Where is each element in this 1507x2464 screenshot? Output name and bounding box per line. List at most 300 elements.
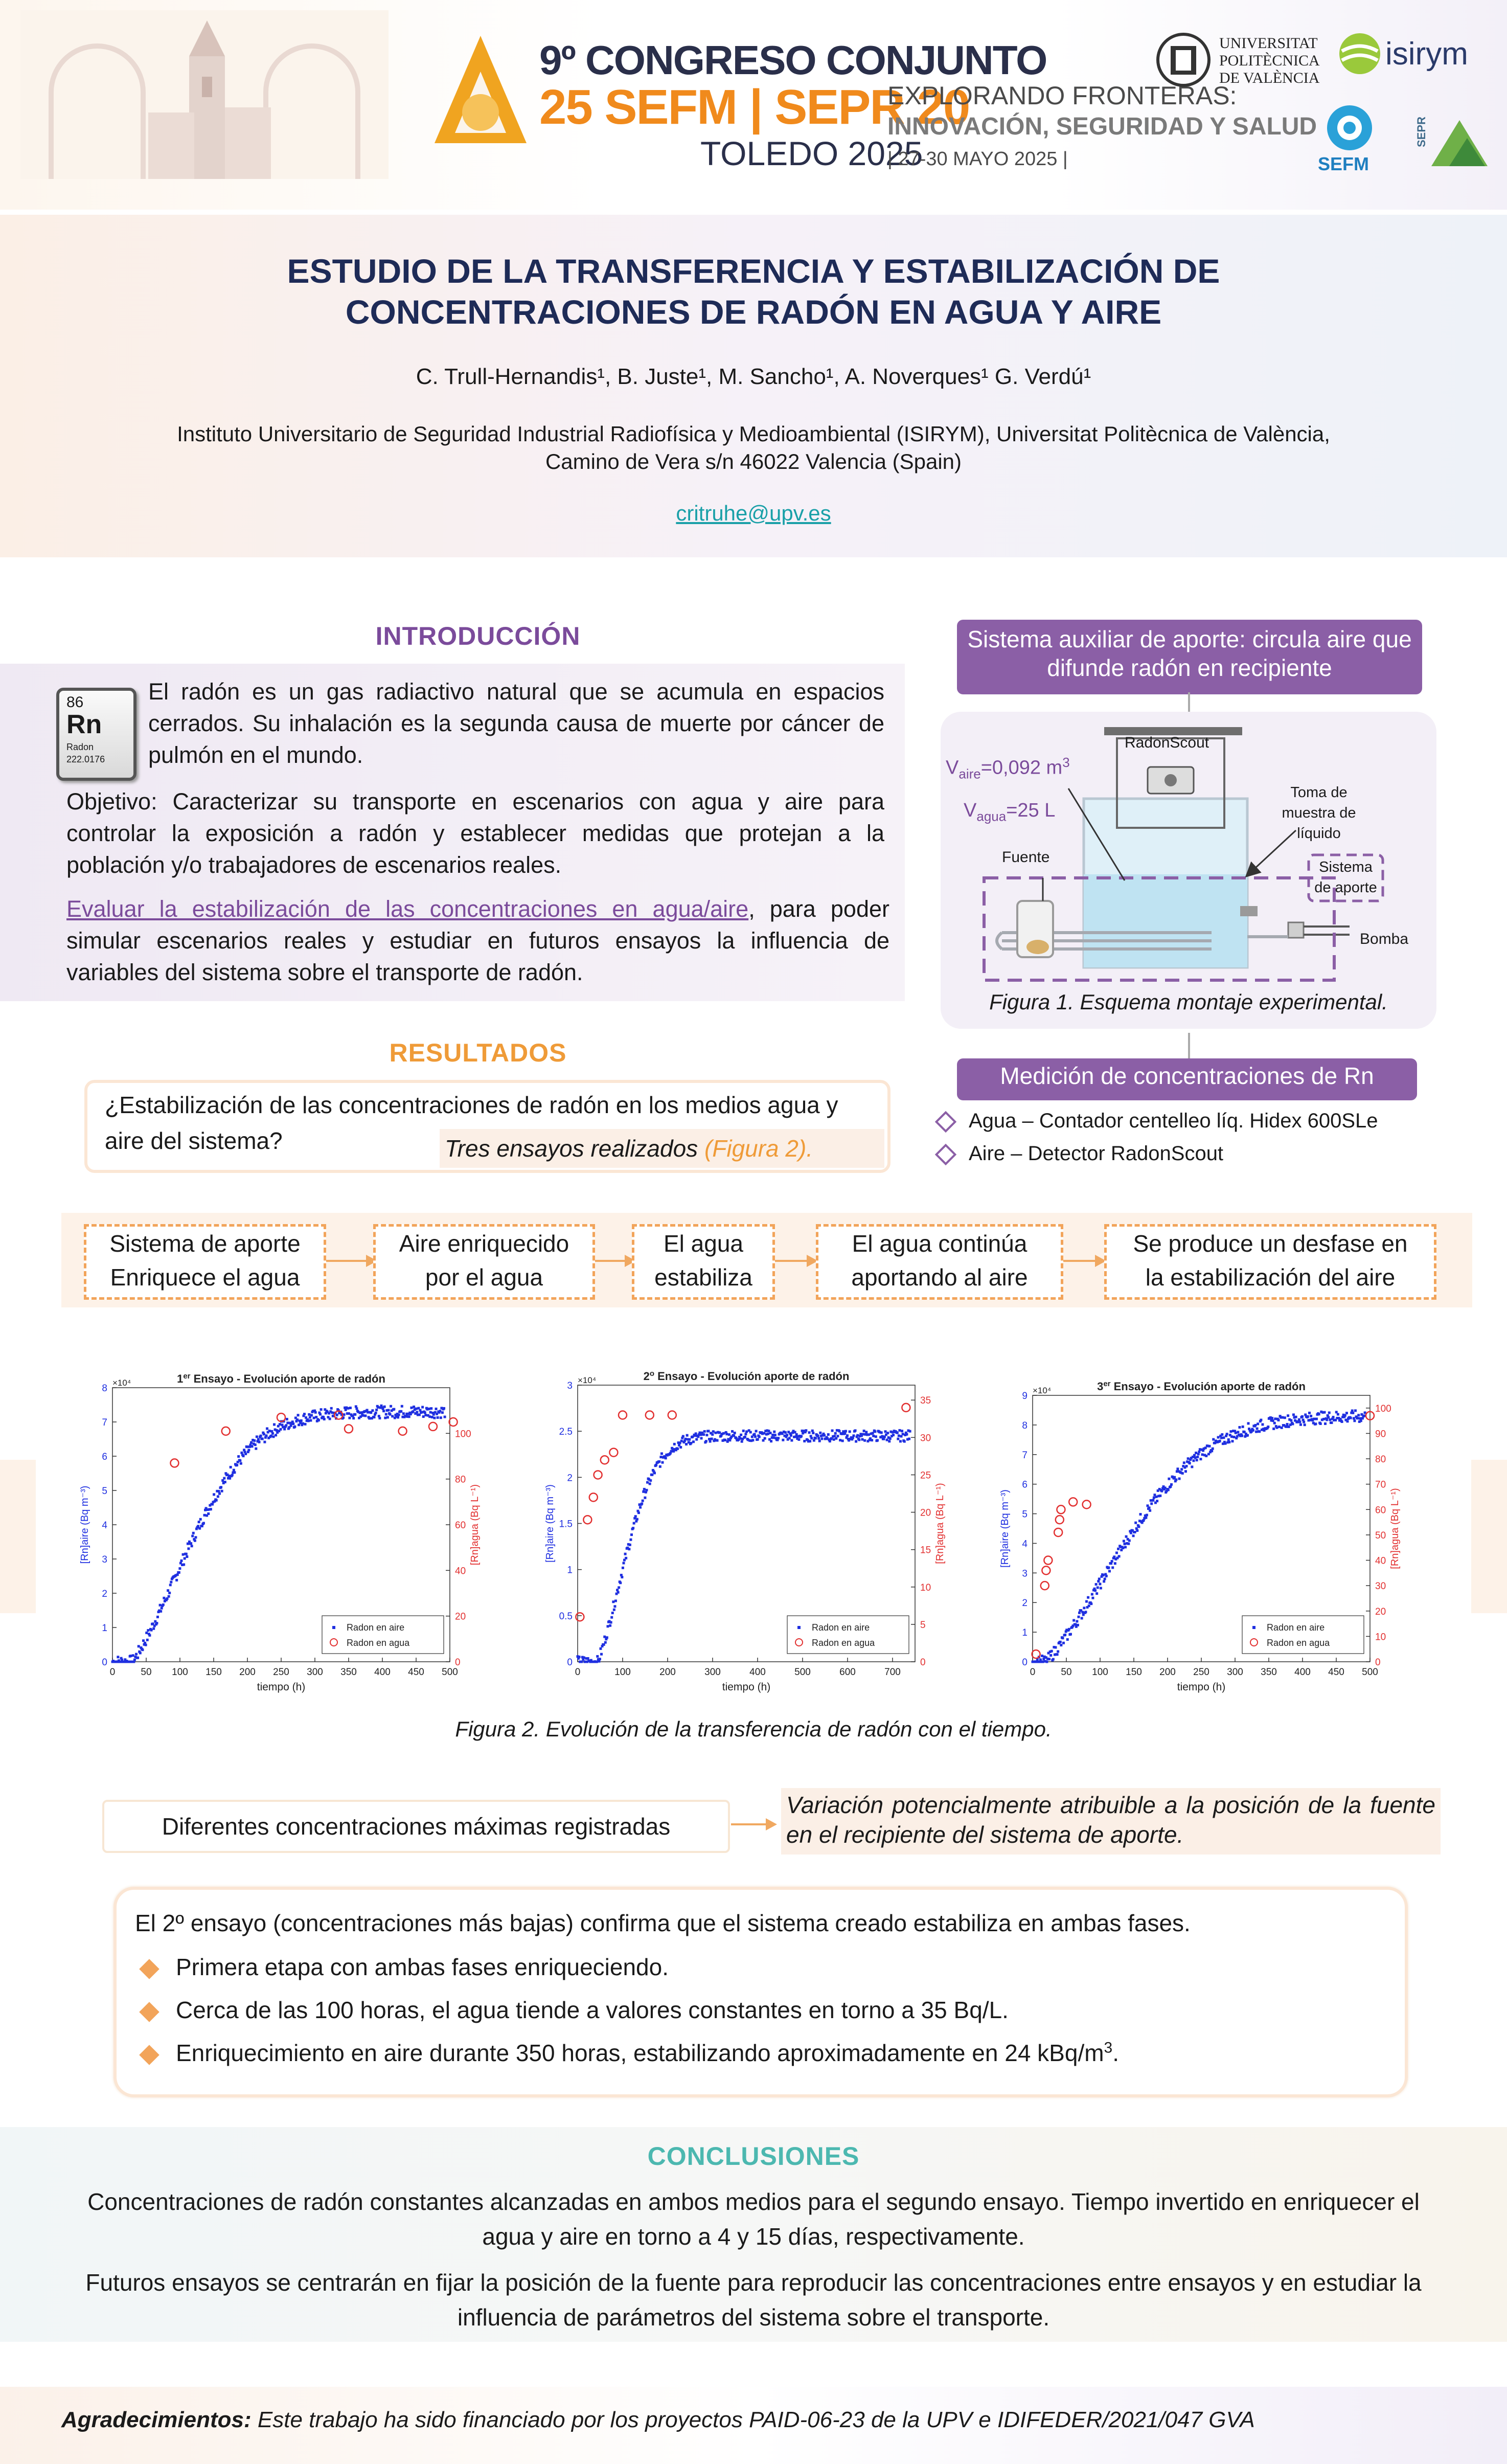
air-data-point <box>1329 1418 1331 1421</box>
air-data-point <box>1212 1448 1214 1450</box>
air-data-point <box>178 1567 181 1570</box>
air-data-point <box>382 1410 385 1412</box>
flow-arrow-icon <box>775 1260 816 1262</box>
air-data-point <box>1115 1551 1118 1554</box>
air-data-point <box>841 1439 844 1442</box>
air-data-point <box>233 1471 236 1474</box>
air-data-point <box>769 1432 772 1434</box>
air-data-point <box>1111 1566 1114 1569</box>
air-data-point <box>297 1414 300 1416</box>
air-data-point <box>817 1437 820 1440</box>
air-data-point <box>1117 1548 1120 1550</box>
air-data-point <box>1295 1416 1297 1418</box>
y-left-tick-label: 5 <box>1022 1509 1028 1520</box>
x-tick-label: 0 <box>1030 1667 1036 1678</box>
sepr-logo-icon <box>1421 112 1488 169</box>
air-data-point <box>1327 1416 1330 1419</box>
air-data-point <box>867 1433 870 1436</box>
exponent-label: ×10⁴ <box>578 1375 597 1385</box>
air-data-point <box>1278 1426 1281 1428</box>
air-data-point <box>133 1659 136 1661</box>
air-data-point <box>320 1408 323 1411</box>
air-data-point <box>315 1416 317 1418</box>
air-data-point <box>896 1432 899 1434</box>
air-data-point <box>203 1514 206 1517</box>
air-data-point <box>827 1433 830 1436</box>
upv-logo-text: UNIVERSITAT POLITÈCNICA DE VALÈNCIA <box>1219 35 1320 86</box>
air-data-point <box>1098 1577 1101 1580</box>
air-data-point <box>430 1407 432 1410</box>
flow-arrow-icon <box>595 1260 634 1262</box>
air-data-point <box>625 1557 627 1559</box>
fuente-label: Fuente <box>1002 849 1050 866</box>
summary-point-1: Primera etapa con ambas fases enriqueciendo. <box>142 1953 669 1981</box>
air-data-point <box>286 1421 289 1424</box>
legend-air-marker <box>332 1626 335 1629</box>
air-data-point <box>247 1449 250 1452</box>
air-data-point <box>808 1431 811 1434</box>
air-data-point <box>443 1407 445 1410</box>
air-data-point <box>161 1607 163 1610</box>
max-concentrations-box: Diferentes concentraciones máximas registradas <box>102 1800 730 1853</box>
air-data-point <box>257 1438 260 1441</box>
x-tick-label: 450 <box>408 1667 424 1678</box>
air-data-point <box>1091 1593 1093 1595</box>
air-data-point <box>643 1488 646 1490</box>
air-data-point <box>834 1432 837 1435</box>
air-data-point <box>728 1433 730 1436</box>
air-data-point <box>330 1407 333 1410</box>
air-data-point <box>1194 1456 1197 1459</box>
air-data-point <box>1353 1417 1355 1419</box>
air-data-point <box>899 1440 902 1442</box>
air-data-point <box>424 1414 427 1416</box>
air-data-point <box>1229 1430 1232 1433</box>
x-tick-label: 200 <box>659 1667 676 1678</box>
air-data-point <box>292 1422 294 1425</box>
air-data-point <box>718 1431 721 1434</box>
air-data-point <box>167 1589 169 1592</box>
radon-chart-3 <box>997 1373 1406 1703</box>
air-data-point <box>1319 1422 1322 1425</box>
air-data-point <box>734 1432 736 1434</box>
air-data-point <box>1057 1651 1059 1653</box>
air-data-point <box>250 1441 253 1444</box>
measure-air: Aire – Detector RadonScout <box>938 1142 1223 1165</box>
air-data-point <box>1226 1433 1228 1435</box>
air-data-point <box>215 1499 218 1502</box>
air-data-point <box>814 1437 817 1439</box>
air-data-point <box>858 1438 860 1441</box>
air-data-point <box>1241 1435 1243 1437</box>
air-data-point <box>1150 1502 1153 1505</box>
y-right-tick-label: 30 <box>1375 1581 1386 1592</box>
x-tick-label: 0 <box>575 1667 581 1678</box>
air-data-point <box>839 1439 841 1441</box>
air-data-point <box>1199 1458 1202 1460</box>
air-data-point <box>1183 1461 1185 1464</box>
air-data-point <box>138 1645 140 1647</box>
air-data-point <box>722 1432 725 1435</box>
y-left-tick-label: 4 <box>1022 1539 1028 1550</box>
result-arrow-icon <box>731 1823 775 1825</box>
x-tick-label: 250 <box>1193 1667 1209 1678</box>
air-data-point <box>653 1472 656 1474</box>
air-data-point <box>135 1653 138 1656</box>
air-data-point <box>661 1461 664 1464</box>
flow-step-4: El agua continúa aportando al aire <box>816 1224 1063 1300</box>
air-data-point <box>673 1443 676 1445</box>
air-data-point <box>1064 1634 1066 1636</box>
air-data-point <box>596 1661 598 1663</box>
x-tick-label: 150 <box>206 1667 222 1678</box>
air-data-point <box>1322 1418 1325 1420</box>
air-data-point <box>1081 1611 1084 1613</box>
air-data-point <box>1087 1596 1089 1599</box>
air-data-point <box>1128 1540 1131 1542</box>
air-data-point <box>1180 1468 1183 1471</box>
v-agua-label: $V_{agua}=25$ L <box>964 800 1056 824</box>
air-data-point <box>147 1629 149 1632</box>
air-data-point <box>802 1432 804 1435</box>
air-data-point <box>1217 1436 1220 1439</box>
air-data-point <box>182 1564 185 1566</box>
air-data-point <box>263 1441 266 1443</box>
air-data-point <box>265 1434 268 1437</box>
toma-muestra-label: Toma de muestra de líquido <box>1282 784 1356 842</box>
y-left-tick-label: 0 <box>102 1657 107 1668</box>
y-left-tick-label: 8 <box>1022 1420 1028 1431</box>
air-data-point <box>1219 1440 1221 1442</box>
air-data-point <box>355 1407 358 1410</box>
air-data-point <box>384 1417 386 1419</box>
air-data-point <box>437 1416 439 1419</box>
air-data-point <box>237 1455 240 1458</box>
y-left-tick-label: 1 <box>567 1565 573 1576</box>
air-data-point <box>1127 1543 1130 1545</box>
air-data-point <box>881 1435 883 1438</box>
air-data-point <box>283 1428 286 1430</box>
air-data-point <box>1139 1513 1142 1516</box>
sefm-logo-text: SEFM <box>1318 153 1369 174</box>
air-data-point <box>1072 1619 1075 1622</box>
air-data-point <box>797 1438 800 1441</box>
air-data-point <box>129 1655 132 1657</box>
air-data-point <box>872 1432 874 1434</box>
air-data-point <box>375 1412 377 1414</box>
summary-point-2: Cerca de las 100 horas, el agua tiende a valores constantes en torno a 35 Bq/L. <box>142 1996 1009 2024</box>
air-data-point <box>162 1603 165 1606</box>
y-right-tick-label: 0 <box>1375 1657 1381 1668</box>
air-data-point <box>680 1440 683 1442</box>
air-data-point <box>805 1429 807 1432</box>
air-data-point <box>889 1437 892 1440</box>
air-data-point <box>632 1527 634 1529</box>
air-data-point <box>865 1431 867 1433</box>
air-data-point <box>166 1597 169 1600</box>
air-data-point <box>646 1481 649 1484</box>
x-tick-label: 450 <box>1328 1667 1344 1678</box>
air-data-point <box>1137 1525 1140 1528</box>
x-tick-label: 50 <box>141 1667 152 1678</box>
air-data-point <box>809 1440 811 1442</box>
congress-city: TOLEDO 2025 <box>700 134 923 172</box>
air-data-point <box>812 1432 814 1434</box>
air-data-point <box>685 1443 688 1445</box>
air-data-point <box>260 1435 262 1437</box>
air-data-point <box>629 1544 631 1546</box>
air-data-point <box>1237 1431 1239 1433</box>
air-data-point <box>1191 1465 1193 1468</box>
air-data-point <box>191 1545 193 1547</box>
air-data-point <box>1107 1566 1110 1569</box>
air-data-point <box>900 1435 903 1438</box>
air-data-point <box>1230 1435 1233 1438</box>
air-data-point <box>1195 1452 1197 1454</box>
air-data-point <box>117 1656 119 1658</box>
x-tick-label: 150 <box>1126 1667 1142 1678</box>
air-data-point <box>229 1477 231 1480</box>
air-data-point <box>148 1634 151 1637</box>
air-data-point <box>1298 1420 1301 1423</box>
air-data-point <box>1077 1616 1080 1618</box>
air-data-point <box>606 1636 608 1639</box>
air-data-point <box>649 1479 652 1482</box>
air-data-point <box>604 1641 607 1644</box>
air-data-point <box>348 1412 350 1415</box>
air-data-point <box>239 1459 241 1462</box>
y-left-tick-label: 2 <box>567 1473 573 1484</box>
air-data-point <box>599 1647 602 1650</box>
air-data-point <box>1247 1422 1250 1425</box>
legend-air-marker <box>797 1626 801 1629</box>
air-data-point <box>231 1474 234 1477</box>
air-data-point <box>1212 1438 1215 1441</box>
air-data-point <box>270 1430 273 1433</box>
air-data-point <box>331 1411 333 1414</box>
intro-highlight: Evaluar la estabilización de las concentraciones en agua/aire <box>66 896 749 922</box>
connector-line <box>1188 692 1190 713</box>
air-data-point <box>1111 1560 1113 1563</box>
air-data-point <box>618 1586 620 1589</box>
air-data-point <box>184 1557 186 1559</box>
air-data-point <box>178 1571 180 1574</box>
air-data-point <box>387 1409 390 1412</box>
air-data-point <box>145 1644 147 1646</box>
air-data-point <box>385 1413 387 1415</box>
conclusion-paragraph-2: Futuros ensayos se centrarán en fijar la posición de la fuente para reproducir las concentraciones entre ensayos y en estudiar la influencia de parámetros del sistema sobre el transporte. <box>85 2269 1422 2331</box>
air-data-point <box>1069 1633 1072 1636</box>
y-right-tick-label: 40 <box>455 1566 466 1577</box>
air-data-point <box>1246 1434 1249 1437</box>
air-data-point <box>191 1535 194 1538</box>
air-data-point <box>210 1508 212 1510</box>
air-data-point <box>731 1430 734 1433</box>
air-data-point <box>739 1437 742 1440</box>
y-right-tick-label: 30 <box>920 1433 931 1444</box>
air-data-point <box>1078 1612 1081 1614</box>
measurement-pill: Medición de concentraciones de Rn <box>957 1058 1417 1100</box>
air-data-point <box>740 1434 742 1436</box>
air-data-point <box>1094 1589 1097 1592</box>
air-data-point <box>1272 1428 1275 1430</box>
air-data-point <box>844 1430 847 1432</box>
air-data-point <box>773 1431 775 1433</box>
y-right-tick-label: 50 <box>1375 1530 1386 1541</box>
air-data-point <box>624 1553 627 1555</box>
element-weight: 222.0176 <box>66 754 105 764</box>
air-data-point <box>774 1434 777 1436</box>
intro-paragraph-3: Evaluar la estabilización de las concentraciones en agua/aire, para poder simular escenarios reales y estudiar en futuros ensayos la influencia de variables del sistema sobre el transporte de radón. <box>66 896 889 985</box>
air-data-point <box>771 1434 774 1436</box>
air-data-point <box>180 1559 182 1562</box>
air-data-point <box>616 1589 619 1591</box>
air-data-point <box>725 1433 728 1435</box>
orange-diamond-bullet-icon <box>139 2045 159 2065</box>
air-data-point <box>185 1553 188 1555</box>
air-data-point <box>1281 1427 1283 1429</box>
air-data-point <box>711 1433 714 1436</box>
air-data-point <box>329 1417 331 1420</box>
air-data-point <box>1123 1543 1126 1545</box>
y-left-tick-label: 6 <box>1022 1479 1028 1490</box>
air-data-point <box>224 1481 226 1483</box>
x-tick-label: 700 <box>884 1667 901 1678</box>
x-tick-label: 300 <box>704 1667 721 1678</box>
air-data-point <box>317 1419 320 1421</box>
air-data-point <box>142 1639 145 1642</box>
air-data-point <box>408 1415 410 1418</box>
air-data-point <box>236 1464 238 1466</box>
air-data-point <box>401 1405 403 1408</box>
air-data-point <box>1353 1419 1356 1422</box>
air-data-point <box>831 1430 834 1432</box>
air-data-point <box>790 1434 792 1437</box>
air-data-point <box>1299 1423 1302 1426</box>
contact-email-link[interactable]: critruhe@upv.es <box>676 501 831 525</box>
schematic-panel <box>941 712 1436 1029</box>
y-left-tick-label: 2 <box>102 1589 107 1599</box>
air-data-point <box>1313 1418 1315 1420</box>
legend-air-label: Radon en aire <box>812 1622 870 1633</box>
air-data-point <box>819 1432 821 1434</box>
air-data-point <box>903 1440 906 1443</box>
air-data-point <box>676 1448 679 1450</box>
y-left-axis-label: [Rn]aire (Bq m⁻³) <box>79 1485 90 1564</box>
air-data-point <box>429 1411 432 1414</box>
air-data-point <box>1238 1426 1241 1429</box>
air-data-point <box>1323 1411 1326 1414</box>
flow-arrow-icon <box>326 1260 375 1262</box>
air-data-point <box>603 1636 606 1638</box>
air-data-point <box>440 1416 442 1419</box>
air-data-point <box>309 1419 312 1422</box>
air-data-point <box>217 1490 220 1493</box>
air-data-point <box>244 1453 247 1455</box>
air-data-point <box>156 1616 159 1618</box>
air-data-point <box>749 1431 752 1433</box>
air-data-point <box>1049 1654 1052 1657</box>
air-data-point <box>256 1435 258 1438</box>
air-data-point <box>375 1409 378 1411</box>
air-data-point <box>786 1434 788 1436</box>
air-data-point <box>811 1430 814 1432</box>
air-data-point <box>1187 1457 1190 1460</box>
x-axis-label: tiempo (h) <box>257 1681 306 1693</box>
legend-water-label: Radon en agua <box>347 1638 410 1648</box>
air-data-point <box>843 1432 846 1435</box>
air-data-point <box>233 1469 235 1472</box>
air-data-point <box>777 1437 780 1439</box>
air-data-point <box>310 1414 313 1416</box>
air-data-point <box>709 1440 712 1443</box>
air-data-point <box>1061 1637 1064 1639</box>
x-tick-label: 600 <box>839 1667 856 1678</box>
air-data-point <box>633 1522 635 1525</box>
y-right-tick-label: 10 <box>920 1582 931 1593</box>
air-data-point <box>413 1406 415 1408</box>
air-data-point <box>875 1435 877 1438</box>
air-data-point <box>1357 1414 1360 1416</box>
air-data-point <box>251 1445 254 1448</box>
air-data-point <box>782 1439 784 1441</box>
air-data-point <box>1042 1661 1044 1663</box>
air-data-point <box>876 1439 879 1441</box>
air-data-point <box>1170 1483 1173 1486</box>
y-right-tick-label: 40 <box>1375 1555 1386 1567</box>
air-data-point <box>1328 1411 1331 1414</box>
conclusion-paragraph-1: Concentraciones de radón constantes alcanzadas en ambos medios para el segundo ensayo. Tiempo invertido en enriquecer el agua y aire en torno a 4 y 15 días, respectivamente. <box>87 2188 1420 2250</box>
x-axis-label: tiempo (h) <box>722 1681 771 1693</box>
element-number: 86 <box>66 694 84 711</box>
air-data-point <box>304 1423 307 1426</box>
air-data-point <box>255 1448 257 1450</box>
process-flow <box>61 1213 1472 1307</box>
air-data-point <box>1184 1470 1187 1473</box>
sefm-logo-icon <box>1324 102 1375 153</box>
air-data-point <box>886 1439 888 1441</box>
air-data-point <box>1205 1455 1207 1457</box>
y-left-axis-label: [Rn]aire (Bq m⁻³) <box>544 1484 556 1563</box>
air-data-point <box>313 1417 315 1419</box>
air-data-point <box>684 1438 687 1440</box>
air-data-point <box>705 1434 708 1436</box>
air-data-point <box>1315 1418 1318 1420</box>
radon-chart-1 <box>77 1365 486 1703</box>
air-data-point <box>1256 1428 1259 1430</box>
air-data-point <box>1324 1422 1327 1425</box>
legend-water-label: Radon en agua <box>1267 1638 1330 1648</box>
air-data-point <box>139 1652 142 1654</box>
legend-air-label: Radon en aire <box>347 1622 405 1633</box>
y-left-tick-label: 1 <box>102 1623 107 1634</box>
air-data-point <box>905 1433 908 1436</box>
air-data-point <box>398 1414 400 1416</box>
air-data-point <box>1136 1529 1138 1532</box>
air-data-point <box>880 1431 883 1434</box>
x-tick-label: 500 <box>1362 1667 1378 1678</box>
air-data-point <box>642 1500 644 1502</box>
air-data-point <box>610 1621 612 1623</box>
exponent-label: ×10⁴ <box>1033 1386 1052 1395</box>
air-data-point <box>614 1599 617 1602</box>
toledo-skyline-illustration <box>20 10 389 179</box>
air-data-point <box>641 1502 643 1505</box>
air-data-point <box>1152 1499 1154 1502</box>
air-data-point <box>1095 1592 1098 1595</box>
x-tick-label: 250 <box>273 1667 289 1678</box>
air-data-point <box>159 1604 162 1607</box>
